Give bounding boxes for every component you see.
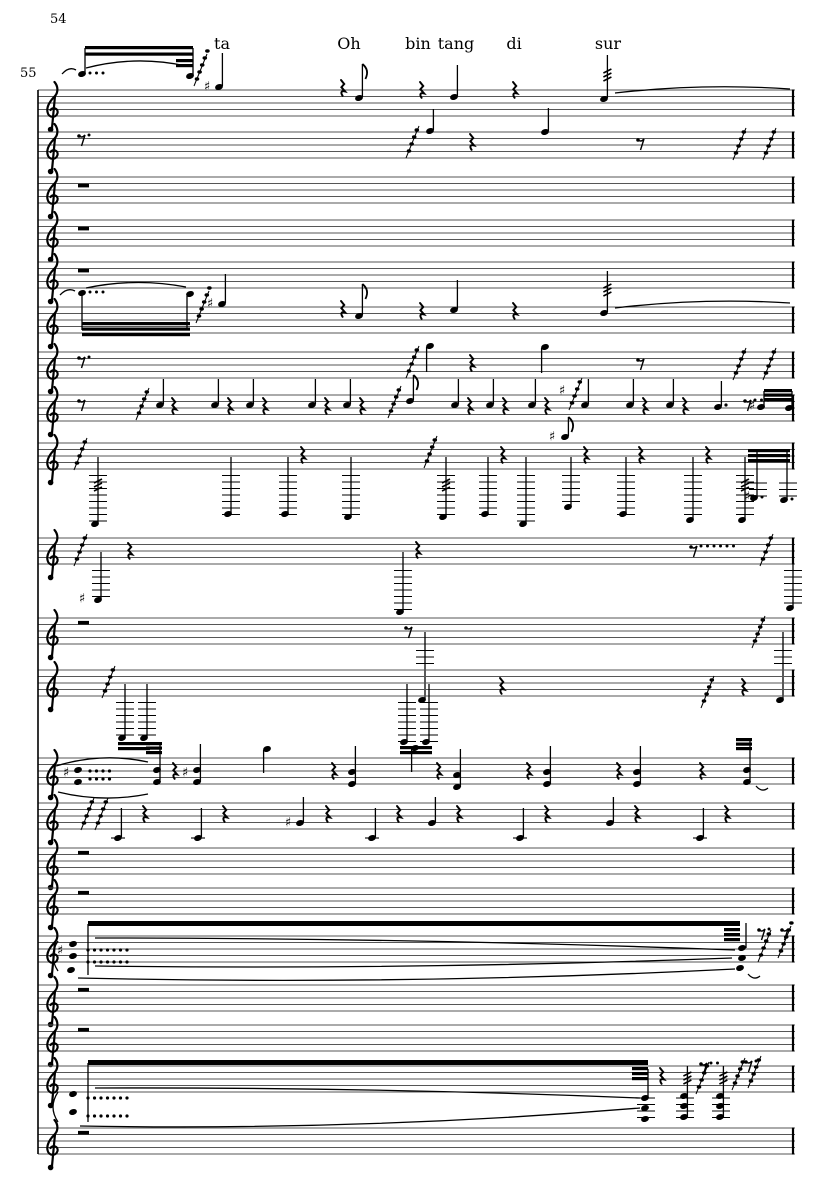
lyric-syllable: bin — [405, 34, 431, 53]
lyric-syllable: Oh — [337, 34, 361, 53]
measure-number: 55 — [20, 66, 37, 81]
svg-text:♯: ♯ — [743, 489, 751, 505]
svg-text:♯: ♯ — [206, 296, 214, 312]
staff-8 — [38, 375, 795, 437]
svg-text:♯: ♯ — [284, 815, 292, 831]
svg-text:♯: ♯ — [78, 591, 86, 607]
staff-17 — [38, 921, 795, 980]
svg-text:♯: ♯ — [62, 765, 70, 781]
lyric-syllable: ta — [214, 34, 230, 53]
svg-text:♯: ♯ — [548, 429, 556, 445]
staff-5 — [38, 254, 795, 304]
lyric-syllable: tang — [437, 34, 475, 53]
lyric-syllable: di — [506, 34, 522, 53]
staff-21 — [38, 1120, 795, 1170]
svg-text:♯: ♯ — [748, 398, 756, 414]
staff-10 — [38, 530, 802, 616]
staff-4 — [38, 212, 795, 262]
svg-text:♯: ♯ — [56, 943, 64, 959]
staff-7 — [38, 342, 795, 394]
staff-14 — [38, 795, 795, 845]
staff-9 — [38, 417, 797, 528]
staff-15 — [38, 840, 795, 890]
staff-1 — [38, 46, 795, 132]
staff-2 — [38, 108, 795, 174]
staff-3 — [38, 169, 795, 219]
staff-18 — [38, 977, 795, 1027]
staff-13 — [38, 738, 795, 800]
staff-12 — [38, 662, 795, 754]
staff-6 — [38, 271, 795, 349]
svg-text:♯: ♯ — [558, 383, 566, 399]
svg-text:♯: ♯ — [181, 765, 189, 781]
measure-number: 54 — [50, 12, 67, 27]
staff-19 — [38, 1017, 795, 1067]
staff-20 — [38, 1056, 795, 1127]
svg-text:♯: ♯ — [203, 79, 211, 95]
lyric-syllable: sur — [594, 34, 622, 53]
